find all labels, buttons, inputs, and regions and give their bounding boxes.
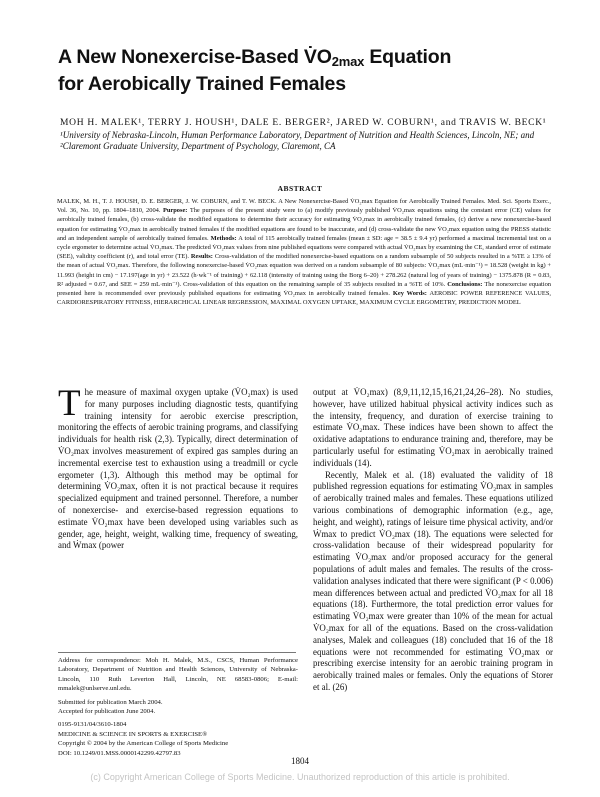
right-paragraph-2: Recently, Malek et al. (18) evaluated the validity of 18 published regression equations for estimating V̇O₂max in samples of aerobically trained males and females. These equations utilized various combinations of demographic information (e.g., age, height, and weight), ratings of leisure time physical activity, and/or Ẇmax to predict V̇O₂max (18). The equations were selected for cross-validation because of their widespread popularity for estimating V̇O₂max and/or proposed accuracy for the general populations of adult males and females. The results of the cross-validation analyses indicated that there were significant (P < 0.006) mean differences between actual and predicted V̇O₂max for all 18 equations (18). Furthermore, the total prediction error values for estimating V̇O₂max were greater than 10% of the mean for actual V̇O₂max for all of the equations. Based on the cross-validation analyses, Malek and colleagues (18) concluded that 16 of the 18 equations were not recommended for estimating V̇O₂max or prescribing exercise intensity for an aerobic training program in aerobically trained males or females. Only the equations of Storer et al. (26) — [313, 469, 553, 692]
drop-cap: T — [58, 383, 81, 424]
abstract-heading: ABSTRACT — [277, 184, 323, 193]
body-left-column — [58, 383, 298, 552]
keywords-label: Key Words: — [392, 290, 427, 298]
purpose-text: The purposes of the present study were to (a) modify previously published V̇O₂max equations using the constant error (CE) values for aerobically trained females, (b) cross-validate the modified equations to determine their accuracy for estimating V̇O₂max in aerobically trained females, (c) derive a new nonexercise-based equation for estimating V̇O₂max in aerobically trained females if the modified equations are found to be inaccurate, and (d) cross-validate the new V̇O₂max equation using the PRESS statistic and an independent sample of aerobically trained females. — [57, 207, 551, 242]
correspondence-note: Address for correspondence: Moh H. Malek, M.S., CSCS, Human Performance Laboratory, Department of Nutrition and Health Sciences, University of Nebraska-Lincoln, 110 Ruth Leverton Hall, Lincoln, NE 68583-0806; E-mail: mmalek@unlserve.unl.edu. — [58, 657, 298, 693]
footnotes — [58, 656, 298, 758]
journal-name: MEDICINE & SCIENCE IN SPORTS & EXERCISE® — [58, 730, 208, 738]
left-column-text: he measure of maximal oxygen uptake (V̇O₂max) is used for many purposes including diagnostic tests, quantifying training intensity for aerobic exercise prescription, monitoring the effects of aerobic training programs, and classifying individuals for health risk (2,3). Typically, direct determination of V̇O₂max involves measurement of expired gas samples during an incremental exercise test to exhaustion using a treadmill or cycle ergometer (1,3). Although this method may be optimal for determining V̇O₂max, often it is not practical because it requires specialized equipment and trained personnel. Therefore, a number of nonexercise- and exercise-based regression equations to estimate V̇O₂max have been developed using variables such as gender, age, height, weight, walking time, frequency of sweating, and Ẇmax (power — [58, 387, 298, 551]
footnote-divider — [58, 652, 296, 653]
accepted-note: Accepted for publication June 2004. — [58, 708, 156, 716]
conclusions-label: Conclusions: — [447, 280, 483, 288]
title-line-2: for Aerobically Trained Females — [58, 73, 346, 95]
title-line-1: A New Nonexercise-Based $V̇O_{2max}$ Equation — [58, 46, 452, 69]
results-label: Results: — [190, 253, 213, 261]
purpose-label: Purpose: — [162, 207, 188, 215]
article-title — [58, 46, 558, 95]
copyright-note: Copyright © 2004 by the American College of Sports Medicine — [58, 740, 229, 748]
submitted-note: Submitted for publication March 2004. — [58, 698, 163, 706]
copyright-watermark: (c) Copyright American College of Sports Medicine. Unauthorized reproduction of this article is prohibited. — [90, 772, 510, 782]
body-right-column — [313, 387, 553, 694]
abstract-citation: MALEK, M. H., T. J. HOUSH, D. E. BERGER, J. W. COBURN, and T. W. BECK. A New Nonexercise-Based V̇O₂max Equation for Aerobically Trained Females. Med. Sci. Sports Exerc., Vol. 36, No. 10, pp. 1804–1810, 2004. — [57, 198, 551, 215]
affiliations: ¹University of Nebraska-Lincoln, Human Performance Laboratory, Department of Nutrition and Health Sciences, Lincoln, NE; and ²Claremont Graduate University, Department of Psychology, Claremont, CA — [60, 130, 535, 151]
right-paragraph-1: output at V̇O₂max) (8,9,11,12,15,16,21,24,26–28). No studies, however, have utilized habitual physical activity indices such as the intensity, frequency, and duration of exercise training to estimate V̇O₂max. These indices have been shown to affect the oxidative adaptations to endurance training and, therefore, may be particularly useful for estimating V̇O₂max in aerobically trained individuals (14). — [313, 387, 553, 468]
results-text: Cross-validation of the modified nonexercise-based equations on a random subsample of 50 subjects resulted in a %TE ≥ 13% of the mean of actual V̇O₂max. Therefore, the following nonexercise-based V̇O₂max equation was derived on a random subsample of 80 subjects: V̇O₂max (mL·min⁻¹) = 18.528 (weight in kg) + 11.993 (height in cm) − 17.197(age in yr) + 23.522 (h·wk⁻¹ of training) + 62.118 (intensity of training using the Borg 6–20) + 278.262 (natural log of years of training) − 1375.878 (R = 0.83, R² adjusted = 0.67, and SEE = 259 mL·min⁻¹). Cross-validation of this equation on the remaining sample of 35 subjects resulted in a %TE of 10%. — [57, 253, 551, 288]
page-number: 1804 — [291, 756, 309, 766]
issn: 0195-9131/04/3610-1804 — [58, 721, 127, 729]
author-list: MOH H. MALEK¹, TERRY J. HOUSH¹, DALE E. BERGER², JARED W. COBURN¹, and TRAVIS W. BECK¹ — [60, 118, 547, 128]
abstract-body — [57, 197, 551, 307]
methods-label: Methods: — [210, 234, 237, 242]
doi: DOI: 10.1249/01.MSS.0000142299.42797.83 — [58, 749, 181, 757]
conclusions-text: The nonexercise equation presented here is recommended over previously published equations for estimating V̇O₂max in aerobically trained females. — [57, 280, 551, 298]
methods-text: A total of 115 aerobically trained females (mean ± SD: age = 38.5 ± 9.4 yr) performed a maximal incremental test on a cycle ergometer to determine actual V̇O₂max. The predicted V̇O₂max values from nine published equations were compared with actual V̇O₂max by examining the CE, standard error of estimate (SEE), validity coefficient (r), and total error (TE). — [57, 234, 552, 261]
keywords-text: AEROBIC POWER REFERENCE VALUES, CARDIORESPIRATORY FITNESS, HIERARCHICAL LINEAR REGRESSION, MAXIMAL OXYGEN UPTAKE, MAXIMUM CYCLE ERGOMETRY, PREDICTION MODEL — [57, 290, 551, 307]
